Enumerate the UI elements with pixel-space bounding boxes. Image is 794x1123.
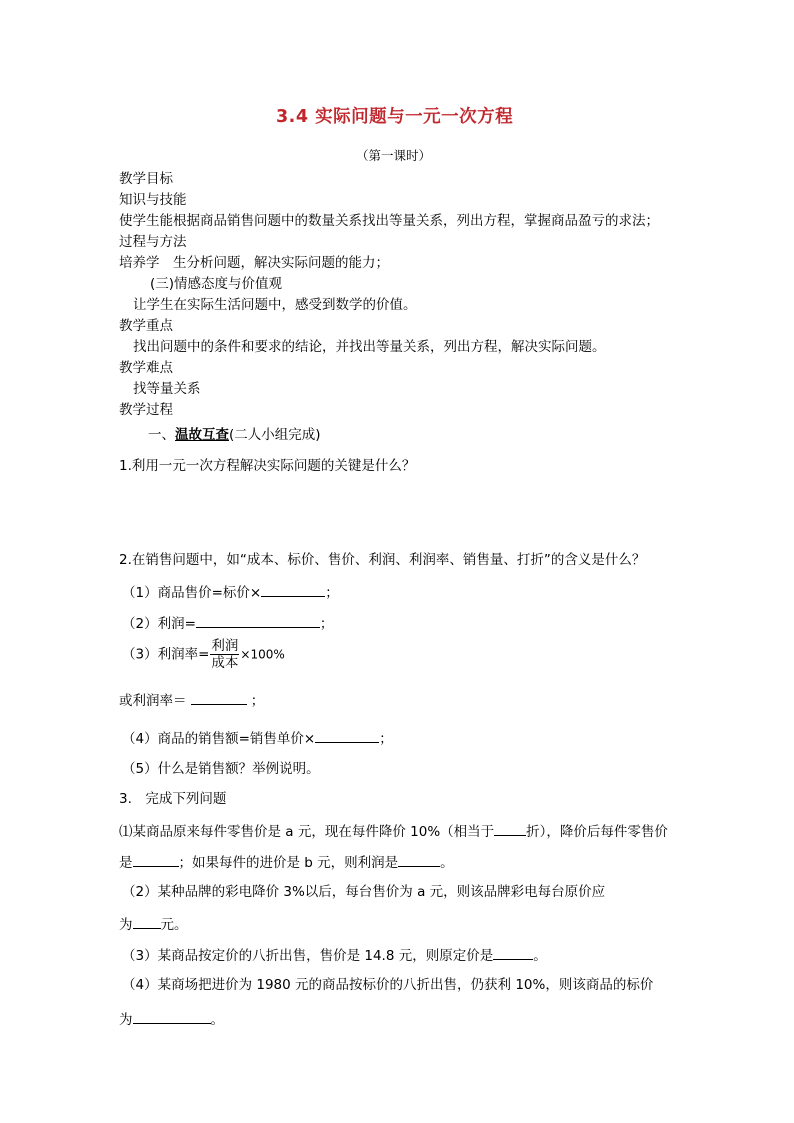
difficulties-heading: 教学难点 [119,360,173,376]
q3-p2-text-b: 为 [119,917,133,933]
q3-problem-1-line2 [119,852,454,872]
q2-item-4-text: （4）商品的销售额=销售单价× [122,731,316,747]
process-text: 培养学 生分析问题，解决实际问题的能力； [119,255,389,271]
q3-p1-text-c: 是 [119,855,133,871]
objectives-heading: 教学目标 [119,171,173,187]
knowledge-text: 使学生能根据商品销售问题中的数量关系找出等量关系，列出方程，掌握商品盈亏的求法； [119,213,659,229]
q3-p3-text: （3）某商品按定价的八折出售，售价是 14.8 元，则原定价是 [122,948,494,964]
teaching-process-heading: 教学过程 [119,402,173,418]
answer-blank[interactable] [133,1009,211,1024]
q2-item-3 [122,638,285,671]
lesson-subtitle: （第一课时） [356,148,432,163]
q2-item-2-end: ； [319,616,334,632]
q3-problem-4-line1: （4）某商场把进价为 1980 元的商品按标价的八折出售，仍获利 10%，则该商品的标价 [122,977,654,993]
answer-blank[interactable] [398,852,440,867]
answer-blank[interactable] [133,914,161,929]
question-2: 2.在销售问题中，如“成本、标价、售价、利润、利润率、销售量、打折”的含义是什么？ [119,552,646,568]
answer-blank[interactable] [494,821,526,836]
q3-p1-text-d: ；如果每件的进价是 b 元，则利润是 [178,855,399,871]
q2-item-4-end: ； [379,731,393,747]
answer-blank[interactable] [191,690,247,705]
section-one-title: 温故互查 [175,427,229,443]
q2-item-1 [122,582,339,602]
q2-alt-rate-text: 或利润率＝ [119,693,187,709]
q3-problem-2-line1: （2）某种品牌的彩电降价 3%以后，每台售价为 a 元，则该品牌彩电每台原价应 [122,884,606,900]
process-heading: 过程与方法 [119,234,187,250]
q3-p1-text-a: ⑴某商品原来每件零售价是 a 元，现在每件降价 10%（相当于 [119,824,495,840]
q3-problem-3 [122,945,547,965]
q3-p1-text-b: 折），降价后每件零售价 [526,824,668,840]
q2-item-3-text: （3）利润率= [122,646,210,663]
q2-item-4 [122,728,393,748]
q2-alt-rate-end: ； [250,693,265,709]
q3-problem-4-line2 [119,1009,224,1029]
fraction-numerator: 利润 [211,638,239,654]
attitude-heading: (三)情感态度与价值观 [150,276,283,292]
q2-item-1-text: （1）商品售价=标价× [122,585,262,601]
answer-blank[interactable] [133,852,179,867]
q2-alt-rate [119,690,264,710]
q2-item-2 [122,613,333,633]
difficulties-text: 找等量关系 [133,381,201,397]
q2-item-3-suffix: ×100% [240,647,285,662]
key-points-heading: 教学重点 [119,318,173,334]
answer-blank[interactable] [315,728,379,743]
q3-problem-2-line2 [119,914,188,934]
q3-p4-text-b: 为 [119,1012,133,1028]
section-one-note: (二人小组完成) [229,427,321,443]
section-one-prefix: 一、 [148,427,175,443]
answer-blank[interactable] [493,945,533,960]
attitude-text: 让学生在实际生活问题中，感受到数学的价值。 [133,297,417,313]
section-one-heading [148,426,321,444]
answer-blank[interactable] [261,582,325,597]
q3-p4-period: 。 [210,1012,224,1028]
q2-item-1-end: ； [325,585,339,601]
q3-problem-1-line1 [119,821,668,841]
key-points-text: 找出问题中的条件和要求的结论，并找出等量关系，列出方程，解决实际问题。 [133,339,606,355]
fraction-denominator: 成本 [211,655,239,671]
knowledge-heading: 知识与技能 [119,192,187,208]
answer-blank[interactable] [196,613,320,628]
q3-p3-period: 。 [533,948,547,964]
q3-p2-text-c: 元。 [160,917,188,933]
profit-rate-fraction [210,638,239,671]
lesson-title: 3.4 实际问题与一元一次方程 [276,107,514,127]
q2-item-5: （5）什么是销售额？举例说明。 [122,761,320,777]
q2-item-2-text: （2）利润= [122,616,196,632]
q3-p1-period: 。 [440,855,454,871]
question-1: 1.利用一元一次方程解决实际问题的关键是什么？ [119,458,416,474]
question-3-heading: 3. 完成下列问题 [119,791,227,807]
